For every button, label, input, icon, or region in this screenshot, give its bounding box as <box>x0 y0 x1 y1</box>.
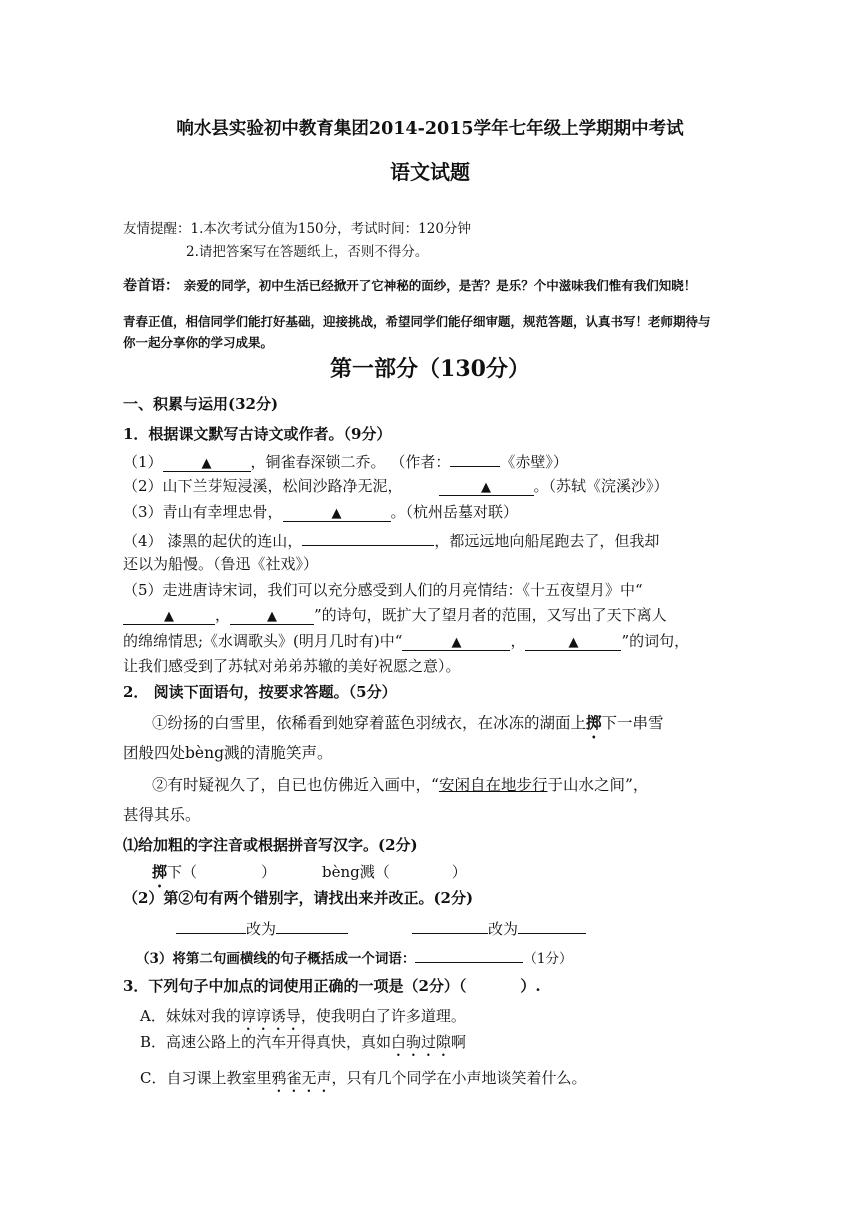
q1-item-2-blank[interactable] <box>439 478 534 496</box>
q3-option-b-post: 啊 <box>451 1033 467 1051</box>
q2-sub-2-answers <box>176 916 586 940</box>
preface-line-1 <box>123 274 696 297</box>
q1-item-3 <box>123 501 518 523</box>
q2-stem: 2． 阅读下面语句，按要求答题。（5分） <box>123 683 397 701</box>
q1-item-1-text: ，铜雀春深锁二乔。 （作者： <box>250 453 451 471</box>
q2-sub-2-blank-1[interactable] <box>176 916 246 934</box>
part-one-title: 第一部分（130分） <box>330 356 530 382</box>
q1-item-5-blank-4[interactable] <box>525 633 621 651</box>
q1-item-4-text: （4） 漆黑的起伏的连山， <box>123 532 303 550</box>
q2-sub-2-blank-4[interactable] <box>518 916 586 934</box>
q2-sub-3 <box>136 945 573 970</box>
underlined-phrase: 安闲自在地步行 <box>438 776 548 794</box>
dotted-char: 掷 <box>152 863 168 881</box>
q2-sub-3-blank[interactable] <box>415 945 523 963</box>
q1-item-5: （5）走进唐诗宋词，我们可以充分感受到人们的月亮情结：《十五夜望月》中“ <box>123 581 643 599</box>
q1-item-5-line-2 <box>123 604 667 626</box>
q1-item-5-text-4: ”的词句， <box>621 632 690 650</box>
q1-stem: 1．根据课文默写古诗文或作者。（9分） <box>123 425 392 443</box>
q3-option-a[interactable] <box>140 1005 466 1034</box>
dotted-char: 掷 <box>586 713 602 732</box>
comma: ， <box>215 606 231 624</box>
q1-item-4-blank[interactable] <box>302 528 434 546</box>
exam-subtitle: 语文试题 <box>390 160 470 184</box>
section-one-heading: 一、积累与运用(32分) <box>123 395 279 413</box>
q3-option-c[interactable] <box>140 1067 587 1096</box>
q3-option-a-pre: A．妹妹对我的 <box>140 1007 241 1025</box>
triangle-marker-icon: ▲ <box>331 506 342 521</box>
preface-text-1: 亲爱的同学，初中生活已经掀开了它神秘的面纱，是苦？是乐？个中滋味我们惟有我们知晓！ <box>183 278 697 293</box>
paren-close: ） <box>451 863 467 881</box>
q1-item-1-author-blank[interactable] <box>450 449 500 467</box>
reminder-line-2: 2.请把答案写在答题纸上，否则不得分。 <box>186 244 429 260</box>
q1-item-1-source: 《赤壁》） <box>500 453 568 471</box>
q3-stem-text: 3．下列句子中加点的词使用正确的一项是（2分）（ <box>123 977 467 995</box>
triangle-marker-icon: ▲ <box>451 635 462 650</box>
q1-item-1-blank[interactable] <box>163 454 251 472</box>
q2-sub-2: （2）第②句有两个错别字，请找出来并改正。(2分) <box>123 889 474 907</box>
q3-option-b-pre: B．高速公路上的汽车开得真快，真如 <box>140 1033 392 1051</box>
q1-item-5-blank-3[interactable] <box>402 633 510 651</box>
q1-item-1 <box>123 449 568 473</box>
q1-item-1-num: （1） <box>123 453 163 471</box>
q2-passage-2-text: ②有时疑视久了，自已也仿佛近入画中，“ <box>152 776 439 794</box>
dotted-phrase: 白驹过隙 <box>391 1033 452 1051</box>
q3-stem-end: ）. <box>520 977 541 995</box>
q1-item-5-line-3 <box>123 630 689 652</box>
q1-item-3-text: （3）青山有幸埋忠骨， <box>123 503 283 521</box>
q2-passage-1-cont: 团般四处bèng溅的清脆笑声。 <box>123 744 333 762</box>
q1-item-4-text-2: ，都远远地向船尾跑去了，但我却 <box>434 532 660 550</box>
exam-title: 响水县实验初中教育集团2014-2015学年七年级上学期期中考试 <box>176 119 684 139</box>
q2-sub-2-blank-3[interactable] <box>412 916 488 934</box>
q1-item-5-text-3: 的绵绵情思;《水调歌头》(明月几时有)中“ <box>123 632 403 650</box>
triangle-marker-icon: ▲ <box>481 480 492 495</box>
q1-item-3-blank[interactable] <box>283 504 391 522</box>
q2-sub-1-b: bèng溅（ <box>322 863 390 881</box>
q3-stem <box>123 975 541 997</box>
q1-item-5-blank-2[interactable] <box>230 607 314 625</box>
triangle-marker-icon: ▲ <box>164 609 174 624</box>
q1-item-4 <box>123 528 659 552</box>
dotted-phrase: 鸦雀无声 <box>271 1069 332 1087</box>
q2-passage-1-text: ①纷扬的白雪里，依稀看到她穿着蓝色羽绒衣，在冰冻的湖面上 <box>152 714 587 732</box>
q2-sub-1: ⑴给加粗的字注音或根据拼音写汉字。(2分) <box>123 836 418 854</box>
q3-option-c-post: ，只有几个同学在小声地谈笑着什么。 <box>331 1069 587 1087</box>
q1-item-3-source: 。（杭州岳墓对联） <box>390 503 519 521</box>
q2-passage-2-cont: 甚得其乐。 <box>123 806 201 824</box>
q2-sub-1-a: 下（ <box>167 863 198 881</box>
q3-option-c-pre: C．自习课上教室里 <box>140 1069 272 1087</box>
change-to-label: 改为 <box>488 920 519 938</box>
triangle-marker-icon: ▲ <box>568 635 579 650</box>
q1-item-4-cont: 还以为船慢。（鲁迅《社戏》） <box>123 555 319 573</box>
q3-option-b[interactable] <box>140 1031 466 1060</box>
triangle-marker-icon: ▲ <box>201 456 212 471</box>
paren-close: ） <box>261 863 277 881</box>
q1-item-5-line-4: 让我们感受到了苏轼对弟弟苏辙的美好祝愿之意）。 <box>123 657 461 675</box>
q2-passage-1 <box>152 712 664 742</box>
change-to-label: 改为 <box>246 920 277 938</box>
reminder-line-1: 友情提醒：1.本次考试分值为150分，考试时间：120分钟 <box>123 221 471 237</box>
q2-sub-3-text: （3）将第二句画横线的句子概括成一个词语： <box>136 951 416 967</box>
comma: ， <box>510 632 526 650</box>
q1-item-5-text-2: ”的诗句，既扩大了望月者的范围，又写出了天下离人 <box>314 606 667 624</box>
q3-option-a-post: ，使我明白了许多道理。 <box>300 1007 466 1025</box>
preface-line-2: 青春正值，相信同学们能打好基础，迎接挑战，希望同学们能仔细审题，规范答题，认真书写！老师期待与 <box>123 314 711 329</box>
q2-sub-2-blank-2[interactable] <box>276 916 348 934</box>
preface-label: 卷首语： <box>123 278 179 294</box>
q2-passage-2 <box>152 774 648 796</box>
q2-passage-1-text-2: 下一串雪 <box>601 714 664 732</box>
preface-line-3: 你一起分享你的学习成果。 <box>123 335 274 350</box>
q1-item-2-text: （2）山下兰芽短浸溪，松间沙路净无泥， <box>123 477 403 495</box>
q1-item-5-blank-1[interactable] <box>123 607 215 625</box>
q1-item-2-source: 。（苏轼《浣溪沙》） <box>533 477 669 495</box>
dotted-phrase: 谆谆诱导 <box>240 1007 301 1025</box>
q2-sub-3-score: （1分） <box>523 951 573 967</box>
q2-passage-2-text-2: 于山水之间”， <box>547 776 649 794</box>
q1-item-2 <box>123 475 669 497</box>
triangle-marker-icon: ▲ <box>267 609 278 624</box>
